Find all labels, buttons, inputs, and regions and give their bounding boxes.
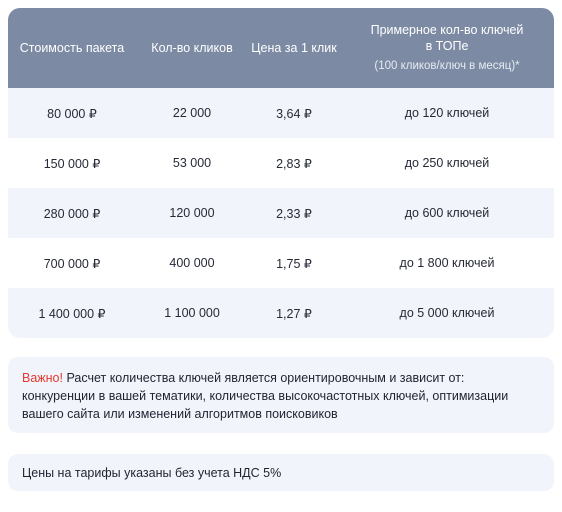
important-note: [8, 357, 554, 433]
header-price-per-click: Цена за 1 клик: [251, 41, 337, 55]
cell-cpc: 1,27 ₽: [276, 306, 312, 321]
table-row: [8, 138, 554, 188]
cell-price: 280 000 ₽: [43, 206, 101, 221]
cell-keys: до 120 ключей: [404, 106, 490, 120]
cell-price: 700 000 ₽: [43, 256, 101, 271]
header-keys-subtitle: (100 кликов/ключ в месяц)*: [374, 60, 520, 72]
cell-clicks: 1 100 000: [164, 306, 220, 320]
cell-cpc: 2,83 ₽: [276, 156, 312, 171]
cell-clicks: 400 000: [169, 256, 215, 270]
cell-price: 150 000 ₽: [43, 156, 101, 171]
cell-cpc: 3,64 ₽: [276, 106, 312, 121]
header-clicks: Кол-во кликов: [151, 41, 233, 55]
vat-note: [8, 454, 554, 491]
table-row: [8, 238, 554, 288]
vat-text: Цены на тарифы указаны без учета НДС 5%: [22, 465, 282, 480]
header-package-cost: Стоимость пакета: [19, 41, 125, 55]
pricing-table: [8, 8, 554, 338]
cell-cpc: 2,33 ₽: [276, 206, 312, 221]
important-label: Важно!: [22, 371, 63, 385]
table-row: [8, 88, 554, 138]
header-keys-line1: Примерное кол-во ключей: [370, 23, 524, 37]
table-header: [8, 8, 554, 88]
cell-keys: до 5 000 ключей: [399, 306, 495, 320]
cell-keys: до 250 ключей: [404, 156, 490, 170]
cell-keys: до 1 800 ключей: [399, 256, 495, 270]
important-text: Расчет количества ключей является ориентировочным и зависит от: конкуренции в вашей тематики, количества высокочастотных ключей, оптимизации вашего сайта или изменений алгоритмов поисковиков: [22, 371, 509, 421]
table-row: [8, 188, 554, 238]
cell-keys: до 600 ключей: [404, 206, 490, 220]
table-row: [8, 288, 554, 338]
cell-price: 1 400 000 ₽: [38, 306, 106, 321]
header-keys-in-top: [340, 22, 554, 74]
cell-cpc: 1,75 ₽: [276, 256, 312, 271]
cell-clicks: 53 000: [172, 156, 212, 170]
cell-price: 80 000 ₽: [47, 106, 97, 121]
header-keys-line2: в ТОПе: [425, 39, 469, 53]
cell-clicks: 120 000: [169, 206, 215, 220]
cell-clicks: 22 000: [172, 106, 212, 120]
